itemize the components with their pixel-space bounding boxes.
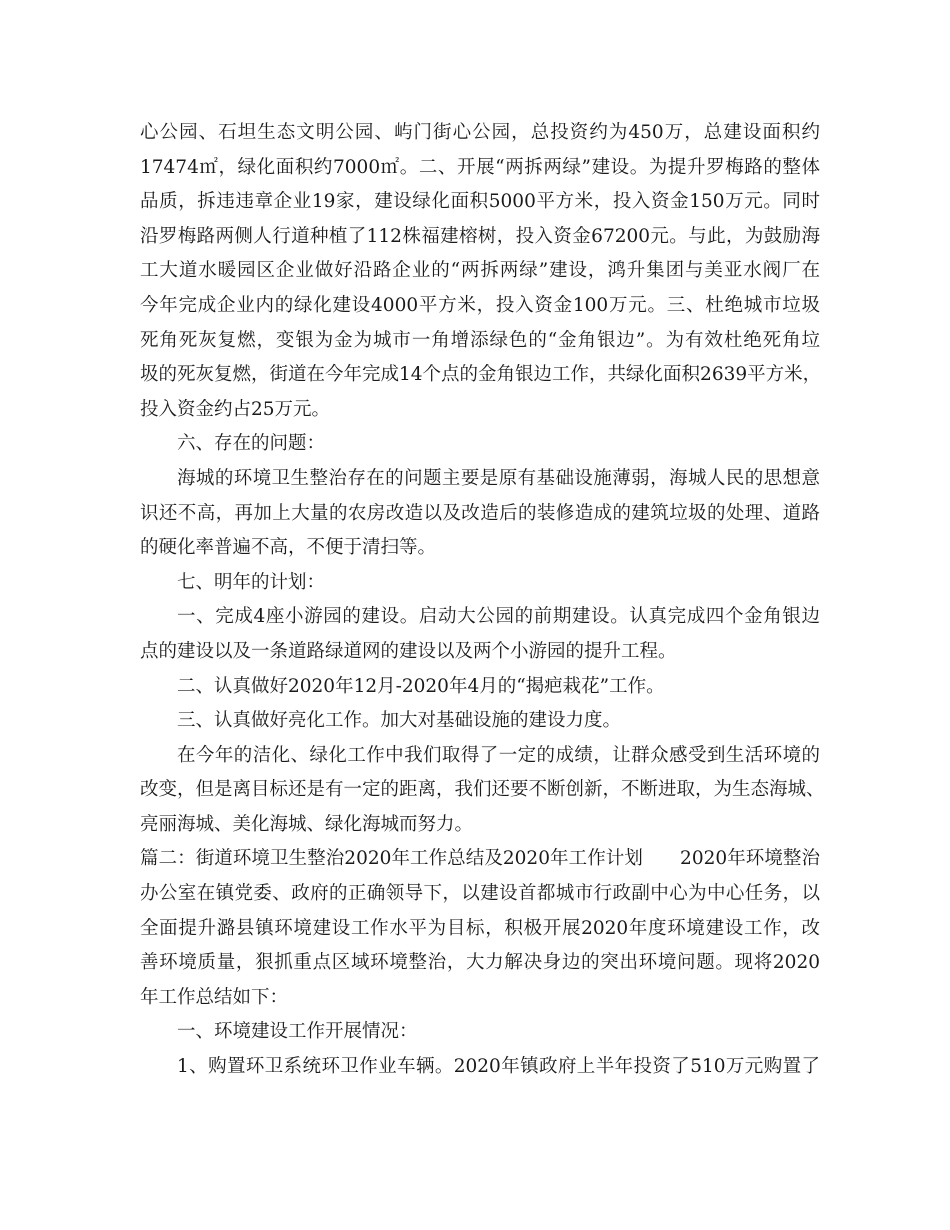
text-line: 改变，但是离目标还是有一定的距离，我们还要不断创新，不断进取，为生态海城、 — [140, 779, 825, 801]
text-line: 七、明年的计划： — [177, 571, 326, 593]
text-line: 一、环境建设工作开展情况： — [177, 1021, 418, 1043]
text-line: 一、完成4座小游园的建设。启动大公园的前期建设。认真完成四个金角银边 — [177, 606, 820, 628]
text-line: 识还不高，再加上大量的农房改造以及改造后的装修造成的建筑垃圾的处理、道路 — [140, 502, 820, 524]
text-line: 投入资金约占25万元。 — [140, 398, 331, 420]
text-line: 工大道水暖园区企业做好沿路企业的“两拆两绿”建设，鸿升集团与美亚水阀厂在 — [140, 260, 820, 282]
text-line: 的硬化率普遍不高，不便于清扫等。 — [140, 537, 437, 559]
text-line: 心公园、石坦生态文明公园、屿门街心公园，总投资约为450万，总建设面积约 — [140, 122, 820, 143]
text-line: 今年完成企业内的绿化建设4000平方米，投入资金100万元。三、杜绝城市垃圾 — [140, 294, 820, 316]
text-line: 死角死灰复燃，变银为金为城市一角增添绿色的“金角银边”。为有效杜绝死角垃 — [140, 329, 820, 351]
text-line: 点的建设以及一条道路绿道网的建设以及两个小游园的提升工程。 — [140, 640, 677, 662]
text-line: 在今年的洁化、绿化工作中我们取得了一定的成绩，让群众感受到生活环境的 — [177, 744, 820, 766]
text-line: 全面提升潞县镇环境建设工作水平为目标，积极开展2020年度环境建设工作，改 — [140, 917, 820, 939]
text-line: 篇二：街道环境卫生整治2020年工作总结及2020年工作计划 2020年环境整治 — [140, 848, 820, 870]
text-line: 海城的环境卫生整治存在的问题主要是原有基础设施薄弱，海城人民的思想意 — [177, 467, 820, 489]
text-line: 沿罗梅路两侧人行道种植了112株福建榕树，投入资金67200元。与此，为鼓励海 — [140, 225, 820, 247]
document-body — [140, 116, 825, 1085]
text-line: 六、存在的问题： — [177, 433, 326, 455]
text-line: 三、认真做好亮化工作。加大对基础设施的建设力度。 — [177, 710, 622, 732]
text-line: 圾的死灰复燃，街道在今年完成14个点的金角银边工作，共绿化面积2639平方米， — [140, 364, 822, 386]
text-line: 二、认真做好2020年12月-2020年4月的“揭疤栽花”工作。 — [177, 675, 665, 697]
text-line: 善环境质量，狠抓重点区域环境整治，大力解决身边的突出环境问题。现将2020 — [140, 952, 820, 974]
text-line: 办公室在镇党委、政府的正确领导下，以建设首都城市行政副中心为中心任务，以 — [140, 883, 820, 905]
text-line: 1、购置环卫系统环卫作业车辆。2020年镇政府上半年投资了510万元购置了 — [177, 1056, 820, 1078]
text-line: 年工作总结如下： — [140, 986, 289, 1008]
text-line: 亮丽海城、美化海城、绿化海城而努力。 — [140, 813, 474, 835]
text-line: 17474㎡，绿化面积约7000㎡。二、开展“两拆两绿”建设。为提升罗梅路的整体 — [140, 156, 820, 178]
text-line: 品质，拆违违章企业19家，建设绿化面积5000平方米，投入资金150万元。同时 — [140, 191, 820, 213]
